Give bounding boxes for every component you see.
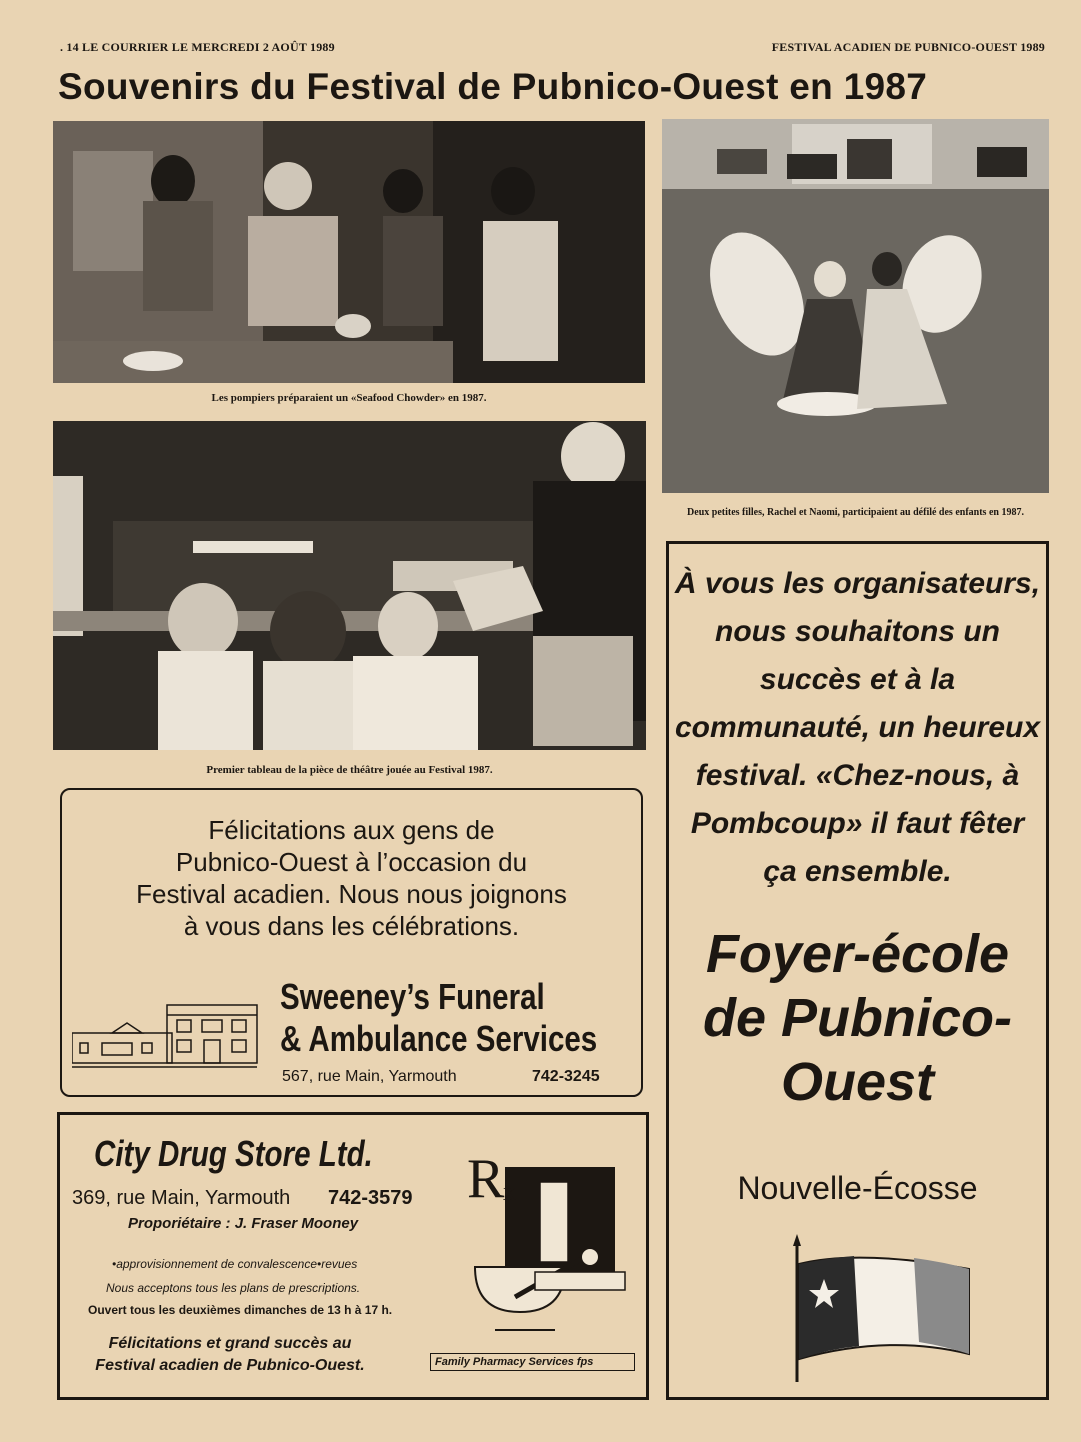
- citydrug-name: City Drug Store Ltd.: [94, 1133, 373, 1174]
- ad-sweeneys-funeral: [60, 788, 643, 1097]
- foyer-message-line-7: ça ensemble.: [763, 855, 952, 888]
- foyer-message-line-1: À vous les organisateurs,: [674, 567, 1041, 600]
- foyer-name: [669, 922, 1046, 1114]
- foyer-name-line-3: Ouest: [780, 1052, 935, 1112]
- foyer-name-line-1: Foyer-école: [705, 924, 1010, 984]
- foyer-message: [669, 560, 1046, 896]
- foyer-message-line-3: succès et à la: [759, 663, 956, 696]
- citydrug-address: 369, rue Main, Yarmouth: [72, 1187, 291, 1209]
- foyer-name-line-2: de Pubnico-: [703, 988, 1012, 1048]
- citydrug-wish-line-2: Festival acadien de Pubnico-Ouest.: [95, 1357, 365, 1374]
- citydrug-services: •approvisionnement de convalescence•revues: [112, 1257, 358, 1271]
- rx-illustration: [465, 1147, 635, 1337]
- foyer-message-line-4: communauté, un heureux: [674, 711, 1041, 744]
- funeral-home-illustration: [72, 995, 262, 1075]
- rx-subscript: x: [503, 1177, 516, 1206]
- foyer-message-line-6: Pombcoup» il faut fêter: [690, 807, 1025, 840]
- sweeney-address: 567, rue Main, Yarmouth: [282, 1068, 457, 1085]
- citydrug-plans: Nous acceptons tous les plans de prescriptions.: [106, 1281, 361, 1295]
- greeting-line-4: à vous dans les célébrations.: [183, 911, 520, 941]
- greeting-line-1: Félicitations aux gens de: [208, 815, 495, 845]
- rx-symbol: R: [467, 1148, 505, 1210]
- photo-firefighters: [53, 121, 645, 383]
- caption-girls: Deux petites filles, Rachel et Naomi, participaient au défilé des enfants en 1987.: [687, 507, 1024, 518]
- citydrug-phone: 742-3579: [328, 1187, 413, 1209]
- page-headline: Souvenirs du Festival de Pubnico-Ouest en 1987: [58, 66, 928, 107]
- greeting-line-2: Pubnico-Ouest à l’occasion du: [175, 847, 528, 877]
- citydrug-owner: Proporiétaire : J. Fraser Mooney: [128, 1215, 359, 1232]
- sweeney-name-line-1: Sweeney’s Funeral: [280, 976, 545, 1017]
- running-header-left: . 14 LE COURRIER LE MERCREDI 2 AOÛT 1989: [60, 40, 335, 54]
- caption-firefighters: Les pompiers préparaient un «Seafood Chowder» en 1987.: [211, 392, 487, 404]
- sweeney-phone: 742-3245: [532, 1068, 600, 1085]
- sweeney-name-line-2: & Ambulance Services: [280, 1018, 598, 1059]
- foyer-message-line-5: festival. «Chez-nous, à: [695, 759, 1020, 792]
- foyer-region: Nouvelle-Écosse: [737, 1170, 978, 1206]
- foyer-message-line-2: nous souhaitons un: [715, 615, 1000, 648]
- photo-theatre: [53, 421, 646, 750]
- ad-foyer-ecole: [666, 541, 1049, 1400]
- photo-girls-parasols: [662, 119, 1049, 493]
- caption-theatre: Premier tableau de la pièce de théâtre jouée au Festival 1987.: [206, 764, 493, 776]
- running-header-right: FESTIVAL ACADIEN DE PUBNICO-OUEST 1989: [771, 40, 1045, 54]
- ad-city-drug-store: [57, 1112, 649, 1400]
- fps-logo: Family Pharmacy Services fps: [430, 1353, 635, 1371]
- acadian-flag-icon: [769, 1234, 979, 1384]
- citydrug-hours: Ouvert tous les deuxièmes dimanches de 13 h à 17 h.: [88, 1303, 393, 1317]
- greeting-line-3: Festival acadien. Nous nous joignons: [136, 879, 567, 909]
- sweeney-greeting: [62, 814, 641, 942]
- citydrug-wish-line-1: Félicitations et grand succès au: [108, 1335, 352, 1352]
